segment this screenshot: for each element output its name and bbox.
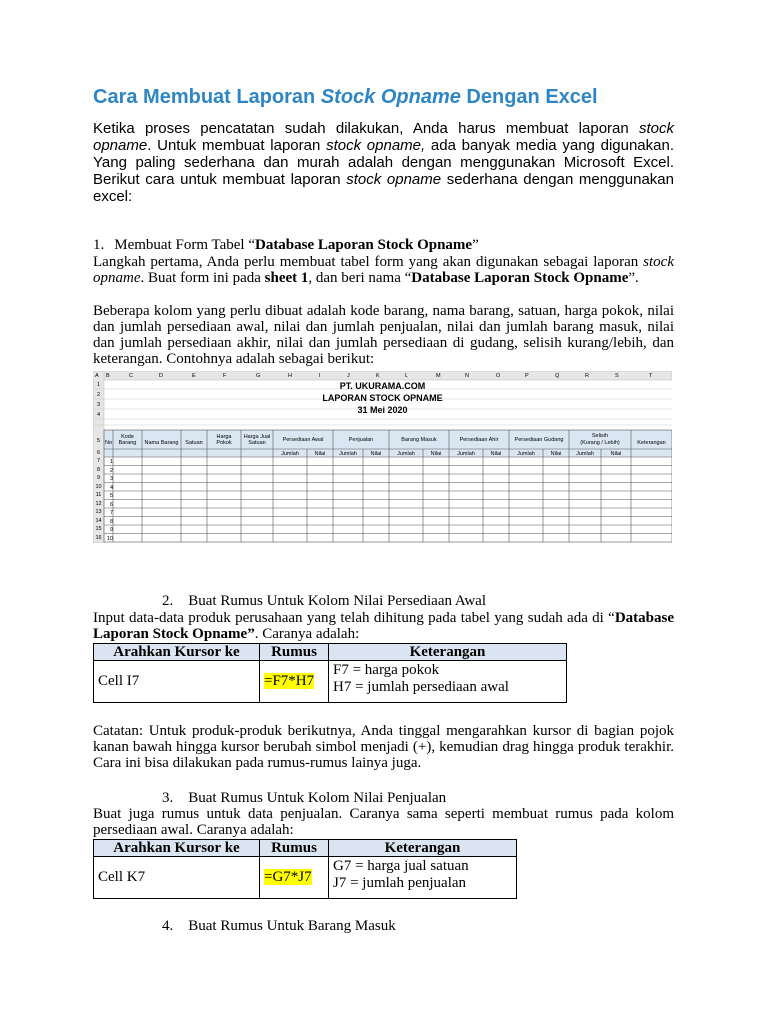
- header-nama-barang: Nama Barang: [144, 440, 179, 446]
- header-group-persediaan-awal: Persediaan Awal: [282, 437, 324, 443]
- column-letter-i: I: [319, 373, 321, 379]
- item-number: 3: [109, 476, 113, 482]
- header-selisih-sub: (Kurang / Lebih): [580, 440, 620, 446]
- header-selisih: Selisih: [591, 433, 609, 439]
- subheader-jumlah: Jumlah: [281, 451, 299, 457]
- step3-header-formula: Rumus: [260, 840, 329, 857]
- step1-columns-paragraph: Beberapa kolom yang perlu dibuat adalah kode barang, nama barang, satuan, harga pokok, nilai dan jumlah persediaan awal, nilai dan jumlah penjualan, nilai dan jumlah barang masuk, nilai dan jumlah persediaan akhir, nilai dan jumlah persediaan di gudang, selisih kurang/lebih, dan keterangan. Contohnya adalah sebagai berikut:: [93, 303, 674, 367]
- step2-note-line: H7 = jumlah persediaan awal: [333, 679, 509, 695]
- row-number: 13: [95, 509, 102, 515]
- column-letter-d: D: [159, 373, 163, 379]
- step3-paragraph: Buat juga rumus untuk data penjualan. Caranya sama seperti membuat rumus pada kolom persediaan awal. Caranya adalah:: [93, 806, 674, 838]
- item-number: 9: [109, 527, 113, 533]
- item-number: 1: [109, 459, 113, 465]
- row-number: 4: [96, 412, 101, 418]
- column-letter-b: B: [106, 373, 110, 379]
- column-letter-q: Q: [555, 373, 560, 379]
- step3-table: [93, 839, 517, 899]
- step2-header-cursor: Arahkan Kursor ke: [94, 644, 260, 661]
- step2-heading: 2. Buat Rumus Untuk Kolom Nilai Persediaan Awal: [162, 593, 487, 609]
- subheader-jumlah: Jumlah: [517, 451, 535, 457]
- subheader-nilai: Nilai: [370, 451, 382, 457]
- column-letter-j: J: [347, 373, 350, 379]
- header-satuan: Satuan: [185, 440, 203, 446]
- subheader-jumlah: Jumlah: [339, 451, 357, 457]
- item-number: 4: [109, 484, 113, 491]
- item-number: 5: [109, 493, 113, 499]
- step3-note-line: J7 = jumlah penjualan: [333, 875, 467, 891]
- step3-cell-ref: Cell K7: [94, 857, 260, 899]
- header-group-barang-masuk: Barang Masuk: [401, 437, 437, 443]
- subheader-jumlah: Jumlah: [576, 451, 594, 457]
- item-number: 2: [109, 467, 113, 474]
- header-kode-barang: Kode Barang: [118, 434, 137, 446]
- header-keterangan: Keterangan: [637, 440, 666, 446]
- row-number: 10: [95, 484, 102, 490]
- spreadsheet-image: [93, 371, 672, 543]
- header-harga-jual: Harga Jual Satuan: [243, 434, 271, 446]
- step4-heading: 4. Buat Rumus Untuk Barang Masuk: [162, 918, 396, 934]
- column-letter-m: M: [436, 373, 441, 379]
- column-letter-l: L: [405, 373, 409, 379]
- subheader-nilai: Nilai: [610, 451, 622, 457]
- step2-note-line: F7 = harga pokok: [333, 662, 440, 678]
- step1-heading: 1. Membuat Form Tabel “Database Laporan Stock Opname”: [93, 237, 479, 253]
- row-number: 5: [96, 438, 101, 444]
- subheader-jumlah: Jumlah: [457, 451, 475, 457]
- step2-header-formula: Rumus: [260, 644, 329, 661]
- row-number: 1: [96, 382, 101, 388]
- sheet-report-title: LAPORAN STOCK OPNAME: [322, 393, 443, 403]
- step2-header-note: Keterangan: [329, 644, 567, 661]
- row-number: 11: [95, 492, 102, 498]
- step2-table: [93, 643, 567, 703]
- page-title: Cara Membuat Laporan Stock Opname Dengan Excel: [93, 86, 598, 108]
- subheader-jumlah: Jumlah: [397, 451, 415, 457]
- row-number: 2: [96, 392, 101, 398]
- header-group-persediaan-gudang: Persediaan Gudang: [514, 437, 564, 443]
- column-letter-c: C: [129, 373, 133, 379]
- item-number: 10: [106, 535, 113, 542]
- step2-cell-ref: Cell I7: [94, 661, 260, 703]
- column-letter-r: R: [585, 373, 589, 379]
- header-no: No: [104, 440, 113, 446]
- header-group-penjualan: Penjualan: [348, 437, 374, 443]
- column-letter-h: H: [288, 373, 292, 379]
- step3-note-line: G7 = harga jual satuan: [333, 858, 469, 874]
- row-number: 3: [96, 402, 101, 408]
- row-number: 6: [96, 450, 101, 456]
- sheet-report-date: 31 Mei 2020: [357, 405, 408, 415]
- column-letter-t: T: [649, 373, 653, 379]
- row-number: 14: [95, 518, 102, 524]
- item-number: 7: [109, 510, 113, 516]
- subheader-nilai: Nilai: [430, 451, 442, 457]
- step2-paragraph: Input data-data produk perusahaan yang telah dihitung pada tabel yang sudah ada di “Database Laporan Stock Opname”. Caranya adalah:: [93, 610, 674, 642]
- row-number: 9: [96, 475, 101, 481]
- subheader-nilai: Nilai: [314, 451, 326, 457]
- column-letter-s: S: [615, 373, 619, 379]
- step2-formula: =F7*H7: [264, 673, 315, 689]
- header-harga-pokok: Harga Pokok: [216, 434, 232, 446]
- row-number: 15: [95, 526, 102, 532]
- column-letter-f: F: [223, 373, 227, 379]
- step1-paragraph: Langkah pertama, Anda perlu membuat tabel form yang akan digunakan sebagai laporan stock opname. Buat form ini pada sheet 1, dan beri nama “Database Laporan Stock Opname”.: [93, 254, 674, 286]
- subheader-nilai: Nilai: [490, 451, 502, 457]
- step3-heading: 3. Buat Rumus Untuk Kolom Nilai Penjualan: [162, 790, 447, 806]
- subheader-nilai: Nilai: [550, 451, 562, 457]
- row-number: 8: [96, 467, 101, 473]
- item-number: 6: [109, 501, 113, 508]
- column-letter-g: G: [256, 373, 261, 379]
- sheet-company-name: PT. UKURAMA.COM: [339, 381, 426, 391]
- step2-note: Catatan: Untuk produk-produk berikutnya, Anda tinggal mengarahkan kursor di bagian pojok kanan bawah hingga kursor berubah simbol menjadi (+), kemudian drag hingga produk terakhir. Cara ini bisa dilakukan pada rumus-rumus lainya juga.: [93, 723, 674, 771]
- row-number: 16: [95, 535, 102, 541]
- item-number: 8: [109, 518, 113, 525]
- row-number: 12: [95, 501, 102, 507]
- column-letter-a: A: [95, 373, 99, 379]
- intro-paragraph: Ketika proses pencatatan sudah dilakukan, Anda harus membuat laporan stock opname. Untuk membuat laporan stock opname, ada banyak media yang digunakan. Yang paling sederhana dan murah adalah dengan menggunakan Microsoft Excel. Berikut cara untuk membuat laporan stock opname sederhana dengan menggunakan excel:: [93, 120, 675, 205]
- step3-header-cursor: Arahkan Kursor ke: [94, 840, 260, 857]
- column-letter-p: P: [525, 373, 529, 379]
- step3-formula: =G7*J7: [264, 869, 312, 885]
- header-group-persediaan-ahir: Persediaan Ahir: [459, 437, 499, 443]
- step3-header-note: Keterangan: [329, 840, 517, 857]
- column-letter-n: N: [465, 373, 469, 379]
- column-letter-k: K: [376, 373, 380, 379]
- column-letter-e: E: [192, 373, 196, 379]
- row-number: 7: [96, 458, 101, 464]
- column-letter-o: O: [496, 373, 501, 379]
